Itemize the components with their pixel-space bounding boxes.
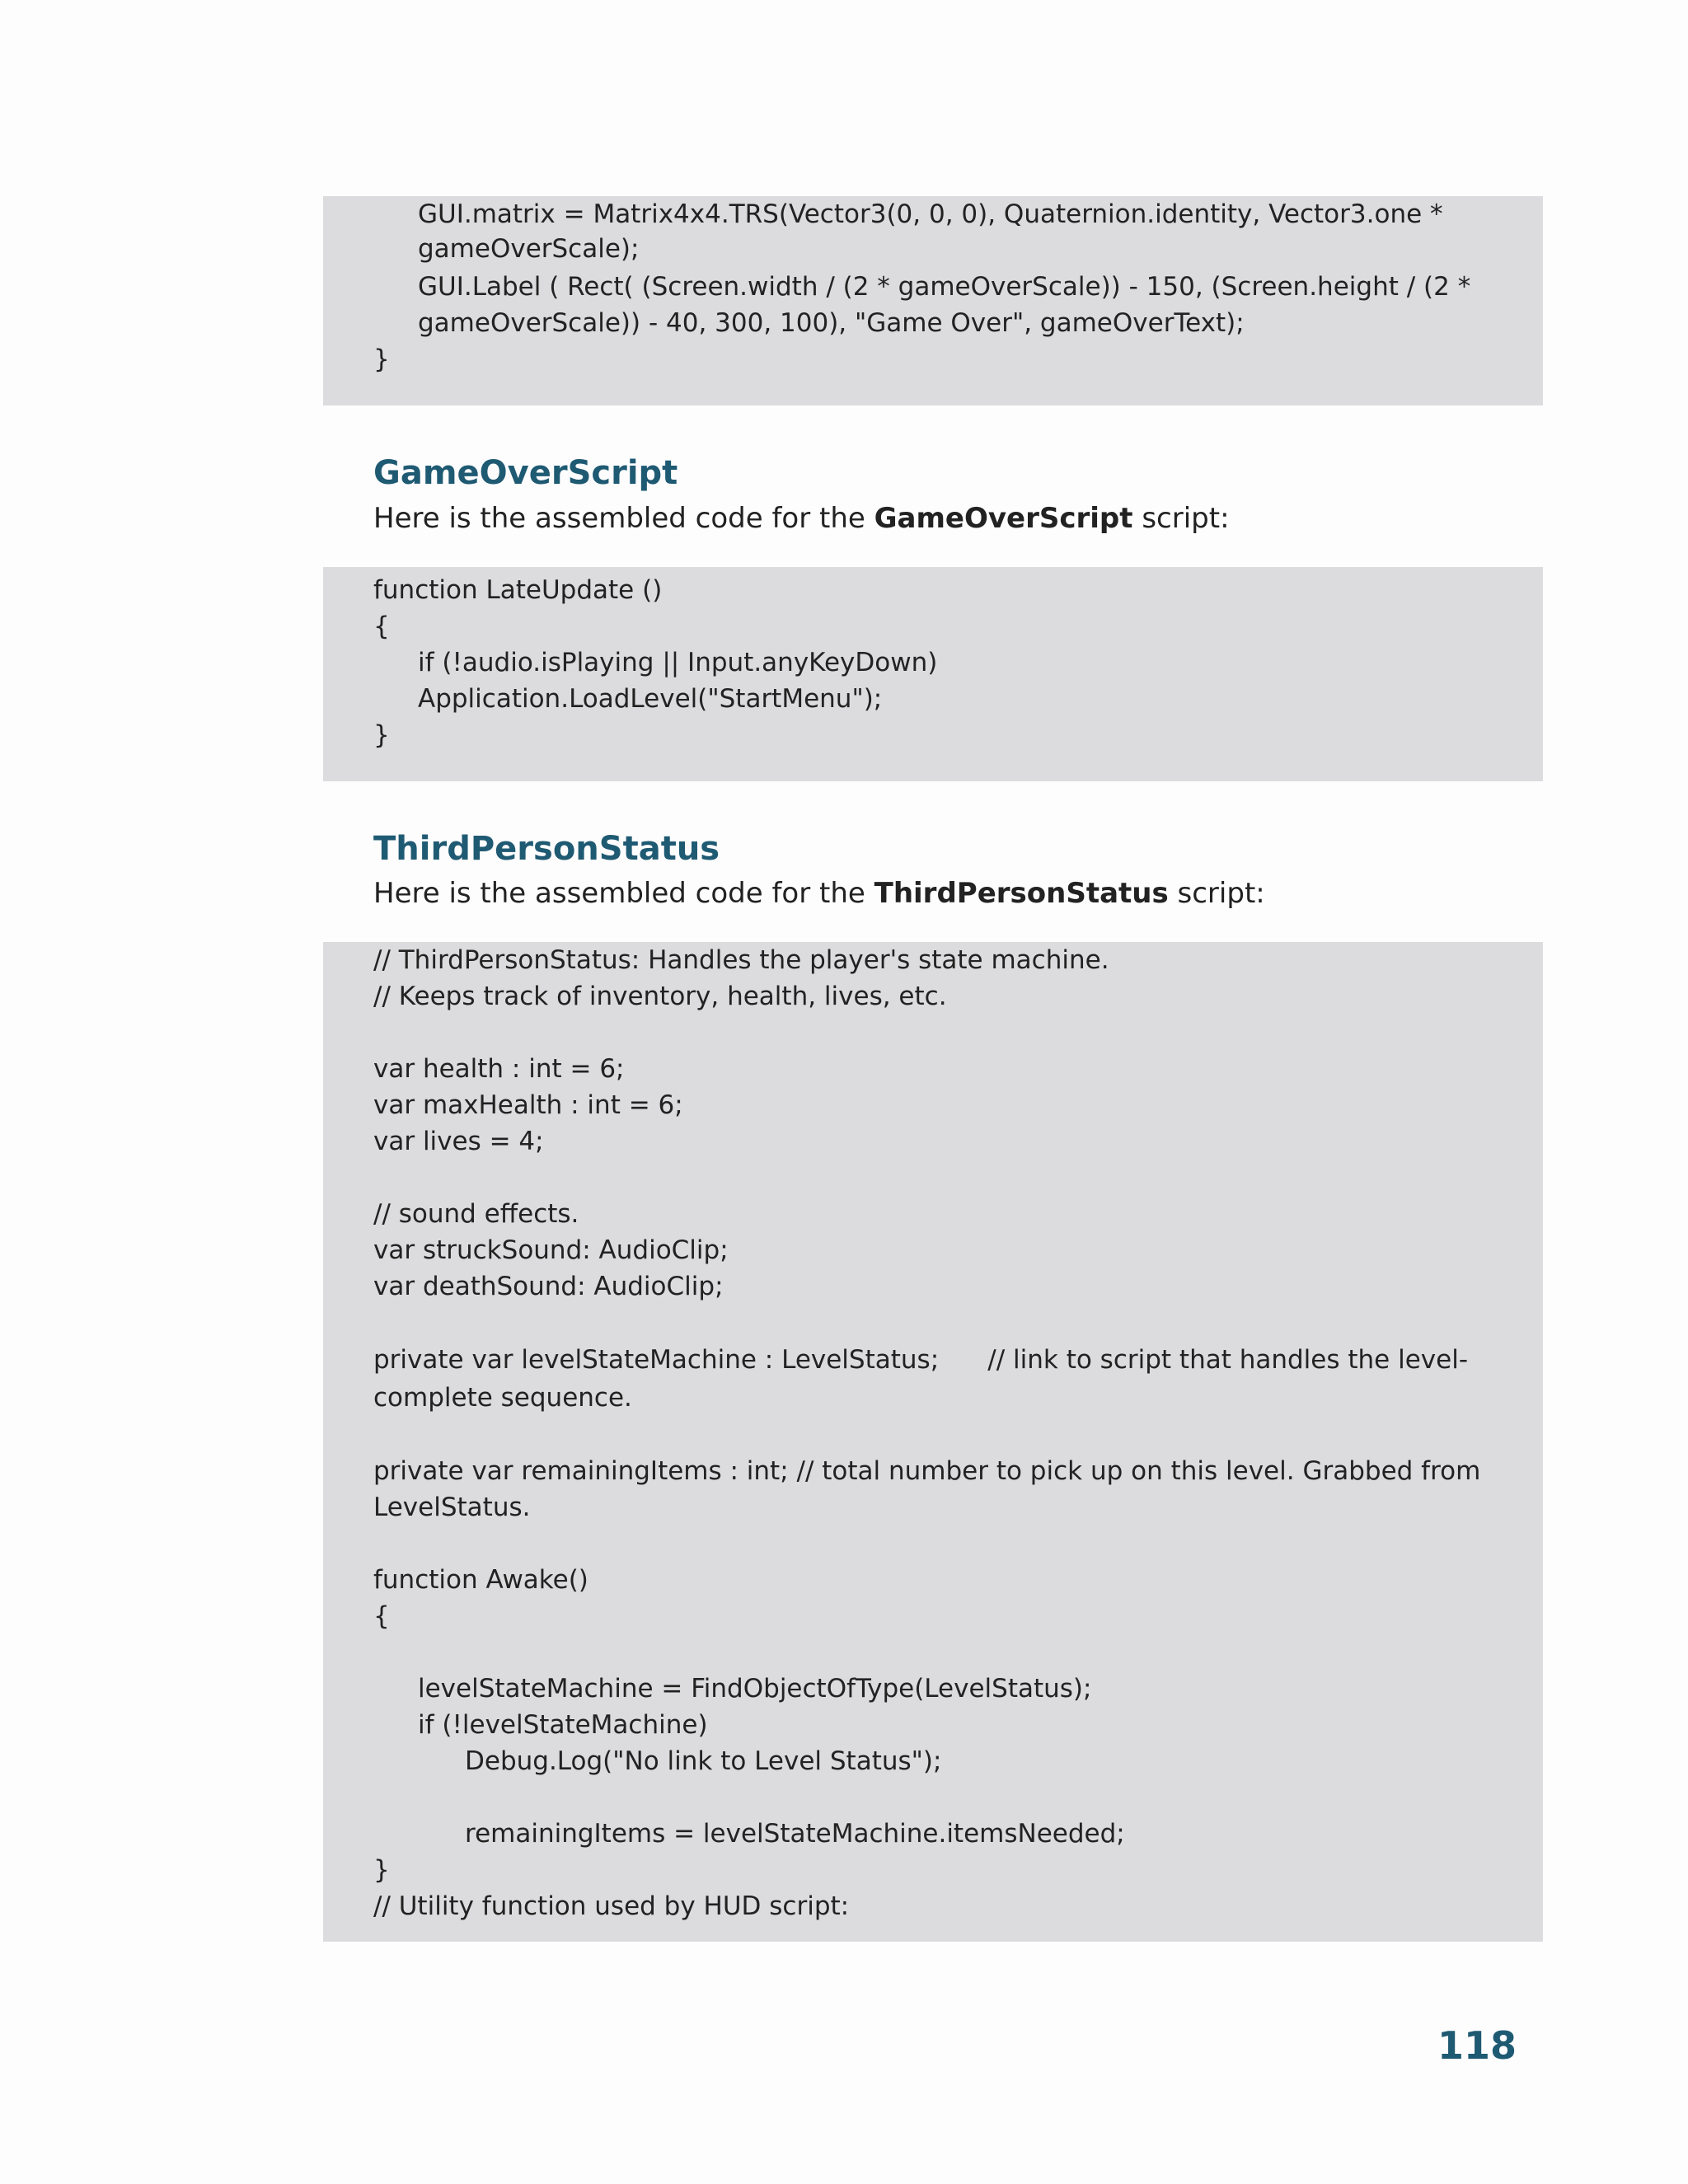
code-line: var maxHealth : int = 6; [373,1090,683,1120]
code-line: if (!audio.isPlaying || Input.anyKeyDown) [418,648,938,677]
code-line: function Awake() [373,1565,588,1595]
intro-text: Here is the assembled code for the [373,877,874,910]
code-line: if (!levelStateMachine) [418,1710,708,1740]
code-line: private var levelStateMachine : LevelStatus; // link to script that handles the level- [373,1345,1469,1375]
code-line: } [373,1855,390,1885]
code-line: } [373,720,390,750]
code-line: levelStateMachine = FindObjectOfType(LevelStatus); [418,1674,1092,1704]
code-comment: // Utility function used by HUD script: [373,1891,850,1921]
code-line: var struckSound: AudioClip; [373,1235,729,1265]
code-line: GUI.Label ( Rect( (Screen.width / (2 * gameOverScale)) - 150, (Screen.height / (2 * [418,272,1471,302]
code-line: Application.LoadLevel("StartMenu"); [418,684,883,714]
code-line: Debug.Log("No link to Level Status"); [465,1746,942,1776]
code-line: private var remainingItems : int; // total number to pick up on this level. Grabbed from [373,1456,1481,1486]
code-comment: // Keeps track of inventory, health, lives, etc. [373,982,947,1011]
code-line: } [373,344,390,374]
code-line: GUI.matrix = Matrix4x4.TRS(Vector3(0, 0, 0), Quaternion.identity, Vector3.one * [418,199,1443,229]
intro-script-name: ThirdPersonStatus [874,877,1169,910]
code-line: var deathSound: AudioClip; [373,1272,724,1301]
code-line: function LateUpdate () [373,575,663,605]
section-intro-gameoverscript [373,502,1230,535]
page-number: 118 [1437,2023,1517,2068]
code-line: complete sequence. [373,1383,632,1413]
section-title-thirdpersonstatus: ThirdPersonStatus [373,830,720,868]
code-line: var health : int = 6; [373,1054,625,1084]
section-intro-thirdpersonstatus [373,877,1265,910]
code-line: gameOverScale); [418,234,640,264]
code-line: LevelStatus. [373,1493,531,1522]
code-block-gameover-gui [323,196,1543,405]
code-line: { [373,612,390,641]
code-comment: // ThirdPersonStatus: Handles the player's state machine. [373,945,1109,975]
code-line: { [373,1601,390,1631]
code-block-thirdpersonstatus [323,942,1543,1942]
code-block-gameoverscript [323,567,1543,781]
intro-text: Here is the assembled code for the [373,502,874,535]
code-comment: // sound effects. [373,1199,579,1229]
section-title-gameoverscript: GameOverScript [373,454,678,492]
code-line: var lives = 4; [373,1127,544,1156]
intro-text: script: [1132,502,1230,535]
code-line: gameOverScale)) - 40, 300, 100), "Game Over", gameOverText); [418,308,1245,338]
code-line: remainingItems = levelStateMachine.itemsNeeded; [465,1819,1125,1849]
intro-text: script: [1168,877,1265,910]
intro-script-name: GameOverScript [874,502,1133,535]
